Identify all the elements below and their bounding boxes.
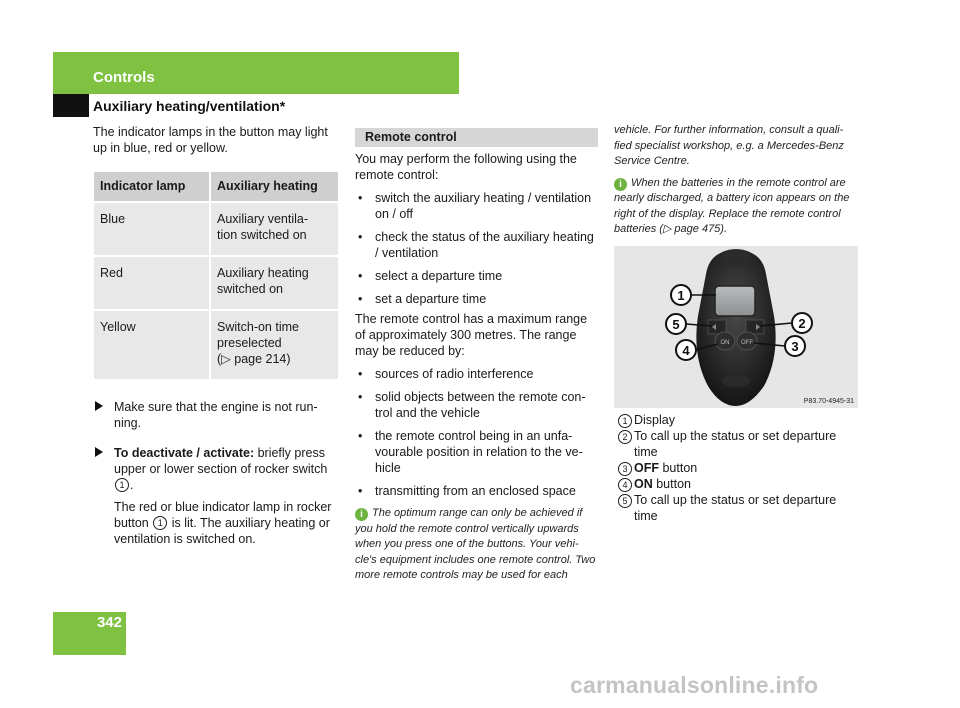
step-text: The red or blue indicator lamp in rocker button	[114, 500, 332, 530]
column-2	[355, 128, 598, 584]
table-row	[94, 257, 338, 311]
intro-text: The indicator lamps in the button may light up in blue, red or yellow.	[93, 125, 328, 155]
table-cell: Red	[94, 257, 211, 311]
list-item: • select a departure time	[358, 269, 503, 283]
table-header-lamp: Indicator lamp	[94, 172, 211, 203]
page-title: Auxiliary heating/ventilation*	[93, 98, 286, 114]
table-cell: Yellow	[94, 311, 211, 381]
svg-text:ON: ON	[720, 340, 730, 346]
range-text: The remote control has a maximum range of approximately 300 metres. The range may be reduced by:	[355, 312, 588, 358]
table-row	[94, 203, 338, 257]
table-cell: Auxiliary ventila- tion switched on	[211, 203, 338, 257]
legend-item: 3 OFF button	[614, 460, 858, 476]
table-cell: Switch-on time preselected (▷ page 214)	[211, 311, 338, 381]
table-row	[94, 311, 338, 381]
column-1	[93, 124, 341, 547]
section-label: Controls	[93, 69, 155, 86]
arrow-bullet-icon	[95, 447, 103, 457]
list-item: • solid objects between the remote con-trol and the vehicle	[358, 390, 586, 420]
step-text: briefly press upper or lower section of rocker switch	[114, 446, 328, 476]
battery-note: i When the batteries in the remote control are nearly discharged, a battery icon appears on the right of the display. Replace the remote control batteries (▷ page 475).	[614, 176, 850, 235]
interference-list	[355, 366, 598, 499]
legend-item: 4 ON button	[614, 476, 858, 492]
step-text: is lit. The auxiliary heating or ventilation is switched on.	[114, 516, 330, 546]
watermark: carmanualsonline.info	[570, 672, 819, 698]
svg-text:4: 4	[682, 343, 690, 358]
column-3	[614, 123, 858, 238]
info-icon: i	[614, 178, 627, 191]
marker-1-icon: 1	[153, 516, 167, 530]
list-item: • the remote control being in an unfa-vourable position in relation to the ve-hicle	[358, 429, 583, 475]
svg-text:OFF: OFF	[741, 340, 753, 346]
svg-text:5: 5	[672, 317, 680, 332]
marker-1-icon: 1	[115, 478, 129, 492]
remote-control-photo	[614, 246, 858, 408]
svg-text:1: 1	[677, 288, 685, 303]
list-item: • set a departure time	[358, 292, 487, 306]
table-header-heating: Auxiliary heating	[211, 172, 338, 203]
remote-intro: You may perform the following using the remote control:	[355, 152, 577, 182]
page-number: 342	[96, 614, 122, 631]
range-note: i The optimum range can only be achieved if you hold the remote control vertically upwards when you press one of the buttons. Your vehi-cle's equipment includes one remote control. Two more remote controls may be used for each	[355, 507, 596, 581]
photo-legend	[614, 412, 858, 524]
table-cell: Auxiliary heating switched on	[211, 257, 338, 311]
step-text: .	[130, 478, 134, 492]
table-cell: Blue	[94, 203, 211, 257]
header-marker	[53, 94, 89, 117]
svg-text:3: 3	[791, 339, 799, 354]
note-continuation: vehicle. For further information, consult a quali-fied specialist workshop, e.g. a Mercedes-Benz Service Centre.	[614, 124, 844, 167]
photo-code: P83.70-4945-31	[803, 398, 854, 405]
step-item	[93, 445, 341, 547]
list-item: • transmitting from an enclosed space	[358, 484, 576, 498]
arrow-bullet-icon	[95, 401, 103, 411]
list-item: • sources of radio interference	[358, 367, 534, 381]
step-label: To deactivate / activate:	[114, 446, 255, 460]
indicator-lamp-table	[94, 172, 338, 381]
legend-item: 1 Display	[614, 412, 858, 428]
info-icon: i	[355, 508, 368, 521]
step-detail	[114, 499, 341, 547]
step-item	[93, 399, 341, 431]
remote-control-illustration	[614, 246, 858, 408]
list-item: • check the status of the auxiliary heating / ventilation	[358, 230, 594, 260]
legend-item: 5 To call up the status or set departure time	[614, 492, 858, 524]
list-item: • switch the auxiliary heating / ventilation on / off	[358, 191, 592, 221]
remote-control-heading: Remote control	[355, 128, 598, 147]
legend-item: 2 To call up the status or set departure time	[614, 428, 858, 460]
svg-text:2: 2	[798, 316, 806, 331]
function-list	[355, 190, 598, 307]
step-text: Make sure that the engine is not run-ning.	[114, 400, 318, 430]
